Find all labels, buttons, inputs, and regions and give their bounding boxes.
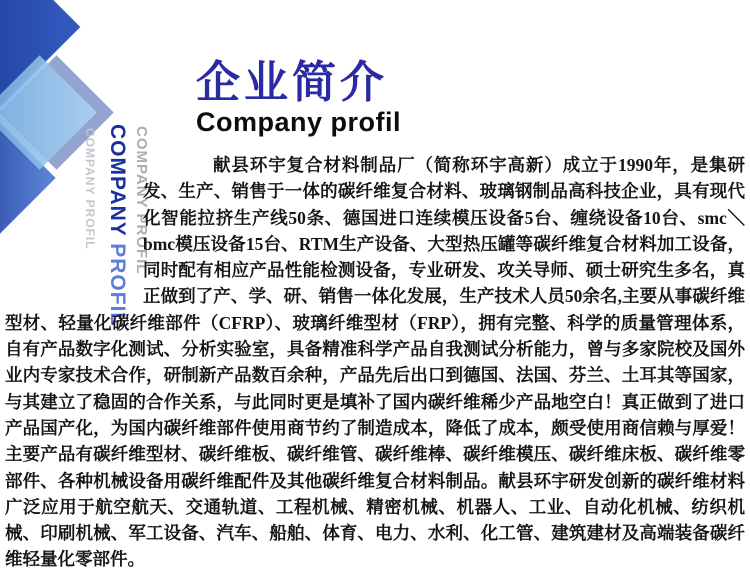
heading-block [196, 60, 401, 138]
page-subtitle: Company profil [196, 107, 402, 138]
page-title: 企业简介 [196, 58, 388, 107]
watermark-vertical-medium: COMPANY PROFIL [133, 126, 150, 275]
watermark-profil-text: PROFIL [106, 236, 129, 327]
company-profile-text: 献县环宇复合材料制品厂（简称环宇高新）成立于1990年，是集研发、生产、销售于一体的碳纤维复合材料、玻璃钢制品高科技企业，具有现代化智能拉挤生产线50条、德国进口连续模压设备5台、缠绕设备10台、smc＼bmc模压设备15台、RTM生产设备、大型热压罐等碳纤维复合材料加工设备，同时配有相应产品性能检测设备，专业研发、攻关导师、硕士研究生多名，真正做到了产、学、研、销售一体化发展，生产技术人员50余名,主要从事碳纤维型材、轻量化碳纤维部件（CFRP）、玻璃纤维型材（FRP），拥有完整、科学的质量管理体系，自有产品数字化测试、分析实验室，具备精准科学产品自我测试分析能力，曾与多家院校及国外业内专家技术合作，研制新产品数百余种，产品先后出口到德国、法国、芬兰、土耳其等国家，与其建立了稳固的合作关系，与此同时更是填补了国内碳纤维稀少产品地空白！真正做到了进口产品国产化，为国内碳纤维部件使用商节约了制造成本，降低了成本，颇受使用商信赖与厚爱！主要产品有碳纤维型材、碳纤维板、碳纤维管、碳纤维棒、碳纤维模压、碳纤维床板、碳纤维零部件、各种机械设备用碳纤维配件及其他碳纤维复合材料制品。献县环宇研发创新的碳纤维材料广泛应用于航空航天、交通轨道、工程机械、精密机械、机器人、工业、自动化机械、纺织机械、印刷机械、军工设备、汽车、船舶、体育、电力、水利、化工管、建筑建材及高端装备碳纤维轻量化零部件。 [5, 155, 745, 570]
watermark-vertical-small: COMPANY PROFIL [83, 128, 97, 250]
watermark-company-text: COMPANY [106, 124, 129, 237]
text-wrap-spacer [5, 152, 143, 284]
company-profile-paragraph [5, 152, 745, 573]
